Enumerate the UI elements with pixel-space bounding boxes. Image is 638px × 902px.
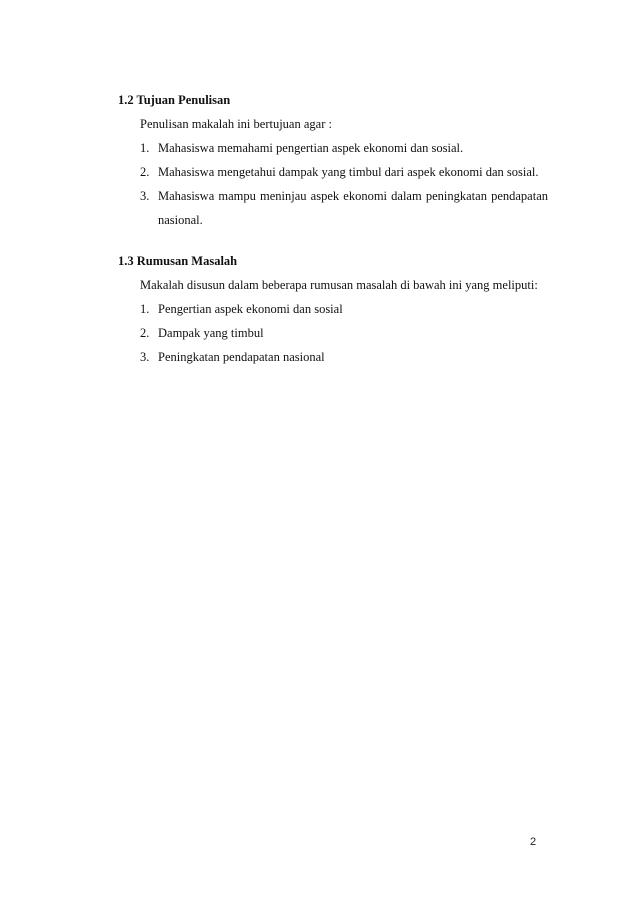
section-gap [118, 232, 548, 249]
tujuan-list [118, 136, 548, 232]
list-item-number: 3. [140, 350, 150, 364]
section-intro-tujuan: Penulisan makalah ini bertujuan agar : [140, 117, 332, 131]
list-item-number: 3. [140, 189, 150, 203]
list-item-text: Mahasiswa mengetahui dampak yang timbul dari aspek ekonomi dan sosial. [158, 165, 539, 179]
list-item [118, 321, 548, 345]
page-number: 2 [530, 836, 537, 848]
list-item-text: Mahasiswa mampu meninjau aspek ekonomi dalam peningkatan pendapatan nasional. [158, 189, 548, 227]
section-intro-rumusan: Makalah disusun dalam beberapa rumusan masalah di bawah ini yang meliputi: [140, 278, 538, 292]
list-item-number: 2. [140, 165, 150, 179]
rumusan-list [118, 297, 548, 369]
list-item [118, 345, 548, 369]
list-item-number: 1. [140, 302, 150, 316]
page-content [118, 88, 548, 369]
list-item [118, 297, 548, 321]
list-item [118, 184, 548, 232]
section-heading-tujuan-penulisan: 1.2 Tujuan Penulisan [118, 93, 231, 107]
list-item [118, 160, 548, 184]
list-item-number: 1. [140, 141, 150, 155]
list-item-text: Mahasiswa memahami pengertian aspek ekonomi dan sosial. [158, 141, 464, 155]
list-item-text: Dampak yang timbul [158, 326, 264, 340]
list-item-text: Peningkatan pendapatan nasional [158, 350, 325, 364]
list-item [118, 136, 548, 160]
list-item-number: 2. [140, 326, 150, 340]
section-heading-rumusan-masalah: 1.3 Rumusan Masalah [118, 254, 238, 268]
list-item-text: Pengertian aspek ekonomi dan sosial [158, 302, 343, 316]
